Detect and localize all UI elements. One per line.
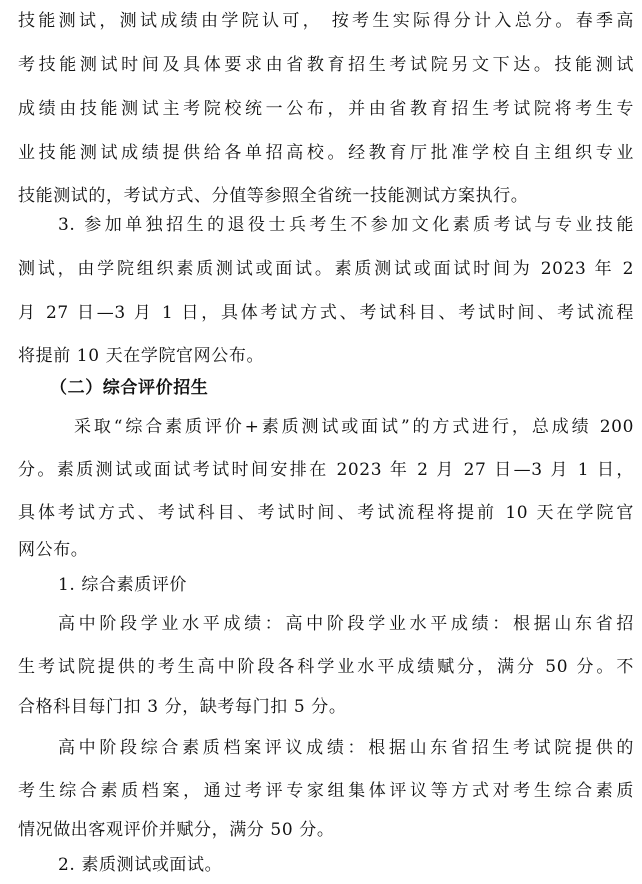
paragraph-line: 情况做出客观评价并赋分，满分 50 分。	[18, 820, 335, 840]
subsection-heading: 1. 综合素质评价	[58, 575, 188, 595]
paragraph-line: 业技能测试成绩提供给各单招高校。经教育厅批准学校自主组织专业	[18, 143, 634, 163]
paragraph-line: 高中阶段学业水平成绩：高中阶段学业水平成绩：根据山东省招	[58, 614, 634, 634]
section-heading: （二）综合评价招生	[50, 378, 209, 398]
paragraph-line: 分。素质测试或面试考试时间安排在 2023 年 2 月 27 日—3 月 1 日，	[18, 460, 634, 480]
paragraph-line: 采取“综合素质评价+素质测试或面试”的方式进行，总成绩 200	[74, 417, 634, 437]
paragraph-line: 生考试院提供的考生高中阶段各科学业水平成绩赋分，满分 50 分。不	[18, 657, 634, 677]
paragraph-line: 成绩由技能测试主考院校统一公布，并由省教育招生考试院将考生专	[18, 99, 634, 119]
paragraph-line: 具体考试方式、考试科目、考试时间、考试流程将提前 10 天在学院官	[18, 503, 634, 523]
paragraph-line: 技能测试，测试成绩由学院认可， 按考生实际得分计入总分。春季高	[18, 11, 634, 31]
paragraph-line: 将提前 10 天在学院官网公布。	[18, 346, 265, 366]
numbered-item-3: 3. 参加单独招生的退役士兵考生不参加文化素质考试与专业技能	[58, 215, 634, 235]
paragraph-line: 测试，由学院组织素质测试或面试。素质测试或面试时间为 2023 年 2	[18, 259, 634, 279]
paragraph-line: 考生综合素质档案，通过考评专家组集体评议等方式对考生综合素质	[18, 781, 634, 801]
paragraph-line: 月 27 日—3 月 1 日，具体考试方式、考试科目、考试时间、考试流程	[18, 303, 634, 323]
paragraph-line: 考技能测试时间及具体要求由省教育招生考试院另文下达。技能测试	[18, 55, 634, 75]
paragraph-line: 技能测试的，考试方式、分值等参照全省统一技能测试方案执行。	[18, 186, 529, 206]
paragraph-line: 高中阶段综合素质档案评议成绩：根据山东省招生考试院提供的	[58, 738, 634, 758]
paragraph-line: 合格科目每门扣 3 分，缺考每门扣 5 分。	[18, 697, 347, 717]
subsection-heading: 2. 素质测试或面试。	[58, 855, 223, 875]
paragraph-line: 网公布。	[18, 540, 89, 560]
